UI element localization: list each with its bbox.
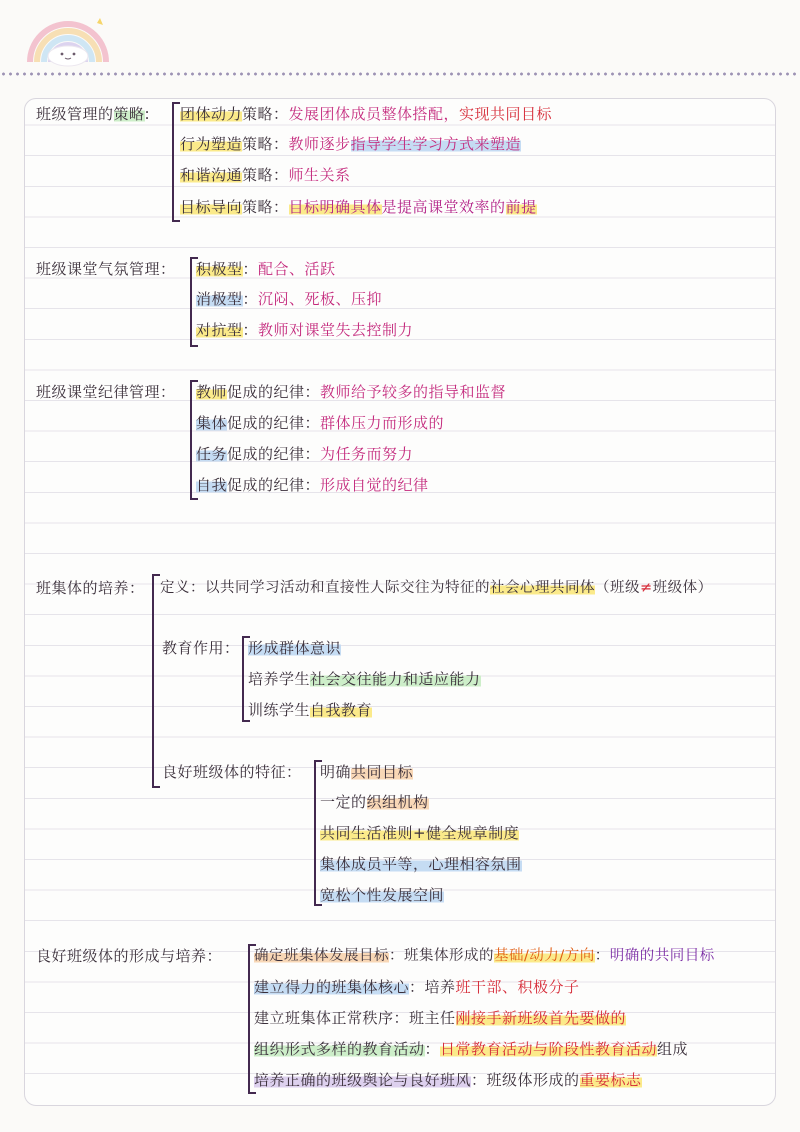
s4-title: 班集体的培养： [36, 579, 145, 597]
s1-item-4: 目标导向策略：目标明确具体是提高课堂效率的前提 [180, 198, 537, 216]
s3-bracket [190, 380, 192, 500]
s2-item-2: 消极型：沉闷、死板、压抑 [196, 290, 383, 308]
s4-good-item-1: 明确共同目标 [320, 763, 414, 781]
s4-good-title: 良好班级体的特征： [162, 763, 302, 781]
s5-item-3: 建立班集体正常秩序：班主任刚接手新班级首先要做的 [254, 1009, 627, 1027]
s1-item-3: 和谐沟通策略：师生关系 [180, 166, 351, 184]
s2-title: 班级课堂气氛管理： [36, 260, 176, 278]
s4-edu-title: 教育作用： [162, 639, 240, 657]
s5-item-2: 建立得力的班集体核心：培养班干部、积极分子 [254, 978, 580, 996]
s4-definition: 定义：以共同学习活动和直接性人际交往为特征的社会心理共同体（班级≠班级体） [160, 580, 713, 596]
s4-good-item-2: 一定的织组机构 [320, 793, 429, 811]
s4-edu-item-3: 训练学生自我教育 [248, 701, 373, 719]
s3-item-1: 教师促成的纪律：教师给予较多的指导和监督 [196, 383, 507, 401]
s2-item-3: 对抗型：教师对课堂失去控制力 [196, 321, 414, 339]
s5-item-4: 组织形式多样的教育活动：日常教育活动与阶段性教育活动组成 [254, 1040, 689, 1058]
s2-item-1: 积极型：配合、活跃 [196, 260, 336, 278]
s4-good-item-4: 集体成员平等，心理相容氛围 [320, 855, 522, 873]
s4-good-item-3: 共同生活准则+健全规章制度 [320, 824, 520, 842]
s5-bracket [248, 944, 250, 1094]
s3-item-4: 自我促成的纪律：形成自觉的纪律 [196, 476, 429, 494]
s5-item-5: 培养正确的班级舆论与良好班风：班级体形成的重要标志 [254, 1071, 642, 1089]
s4-edu-item-2: 培养学生社会交往能力和适应能力 [248, 670, 481, 688]
s4-main-bracket [152, 574, 154, 788]
s1-bracket [172, 102, 174, 222]
s1-item-1: 团体动力策略：发展团体成员整体搭配，实现共同目标 [180, 105, 553, 123]
s3-title: 班级课堂纪律管理： [36, 383, 176, 401]
rainbow-cloud-sticker [22, 12, 114, 68]
s4-good-bracket [314, 760, 316, 906]
s3-item-2: 集体促成的纪律：群体压力而形成的 [196, 414, 445, 432]
s1-item-2: 行为塑造策略：教师逐步指导学生学习方式来塑造 [180, 135, 522, 153]
s2-bracket [190, 257, 192, 347]
s4-good-item-5: 宽松个性发展空间 [320, 886, 445, 904]
s4-edu-bracket [242, 636, 244, 722]
s5-title: 良好班级体的形成与培养： [36, 947, 223, 965]
dotted-divider [0, 72, 800, 76]
s4-edu-item-1: 形成群体意识 [248, 639, 342, 657]
s5-item-1: 确定班集体发展目标：班集体形成的基础/动力/方向：明确的共同目标 [254, 948, 715, 964]
s1-title: 班级管理的策略: [36, 105, 151, 123]
s3-item-3: 任务促成的纪律：为任务而努力 [196, 445, 414, 463]
